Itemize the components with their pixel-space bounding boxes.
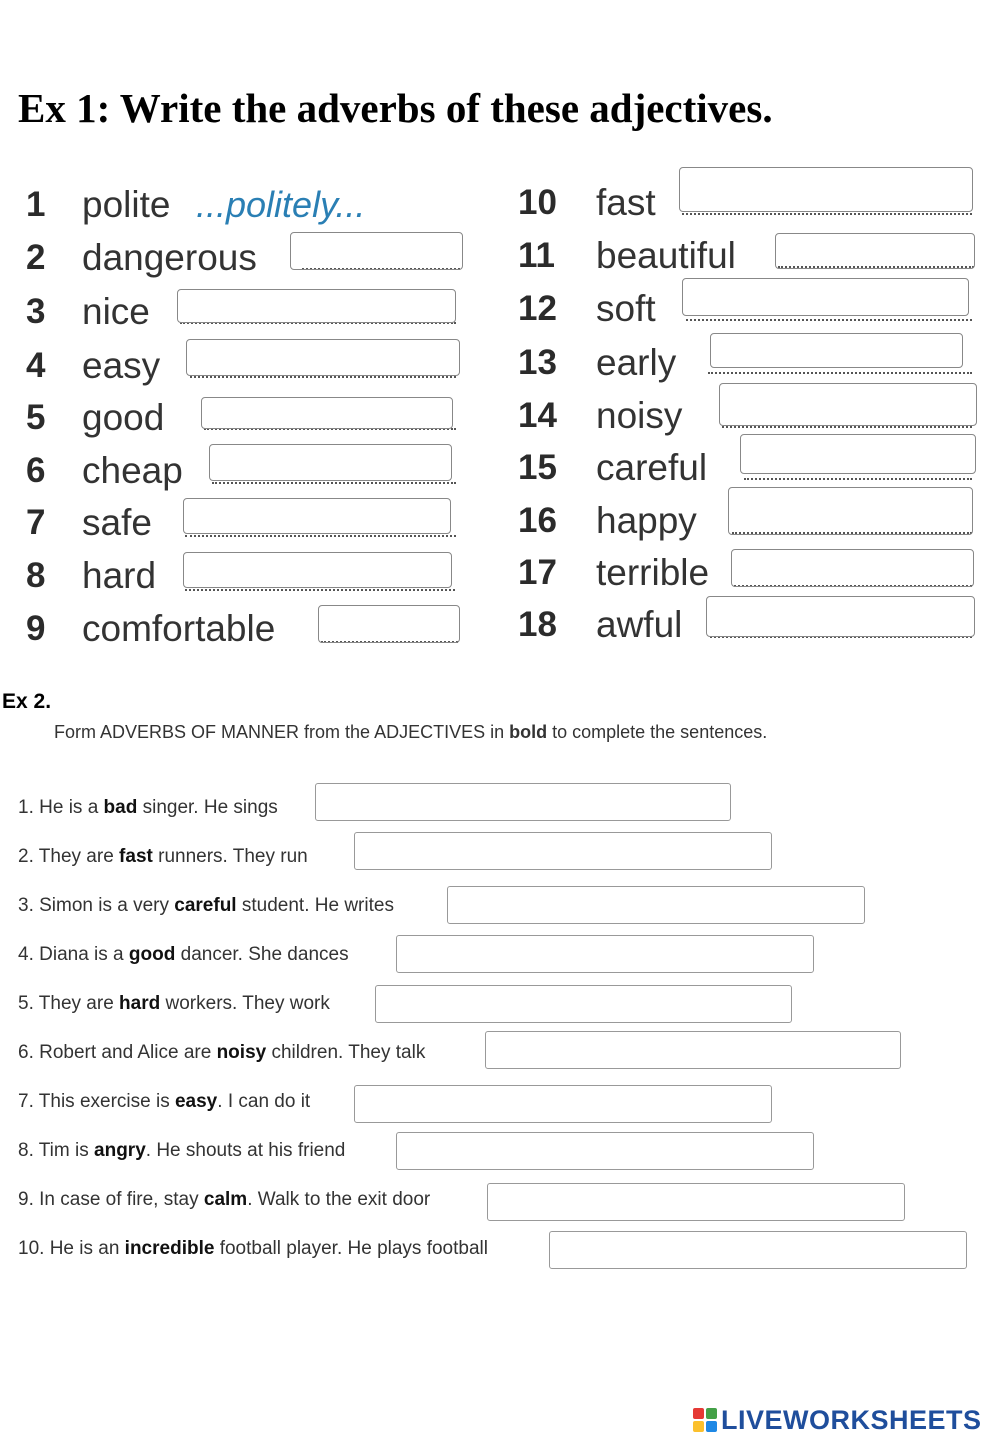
- item-number: 4: [26, 346, 46, 385]
- logo-square: [693, 1408, 704, 1419]
- sentence-bold-adjective: careful: [174, 895, 237, 916]
- instruction-bold-text: bold: [509, 722, 548, 742]
- sentence-text: children. They talk: [266, 1042, 426, 1063]
- sentence-text: singer. He sings: [137, 797, 278, 818]
- word-row-1: [26, 180, 476, 230]
- adjective-word: soft: [596, 288, 656, 329]
- item-number: 18: [518, 605, 557, 644]
- dotted-line: [682, 213, 972, 215]
- item-number: 9: [26, 609, 46, 648]
- sentence-text: dancer. She dances: [175, 944, 349, 965]
- sentence-text: 8. Tim is: [18, 1140, 95, 1161]
- sentence-answer-input-10[interactable]: [549, 1231, 967, 1269]
- item-number: 10: [518, 183, 557, 222]
- sentence-text: 5. They are: [18, 993, 120, 1014]
- item-number: 13: [518, 343, 557, 382]
- example-answer: ...politely...: [196, 184, 366, 225]
- sentence-answer-input-8[interactable]: [396, 1132, 814, 1170]
- dotted-line: [190, 376, 456, 378]
- sentence-text: 2. They are: [18, 846, 120, 867]
- adjective-word: good: [82, 397, 165, 438]
- answer-input-3[interactable]: [177, 289, 456, 323]
- answer-input-15[interactable]: [740, 434, 976, 474]
- dotted-line: [722, 426, 972, 428]
- answer-input-14[interactable]: [719, 383, 977, 426]
- sentence-answer-input-6[interactable]: [485, 1031, 901, 1069]
- adjective-word: fast: [596, 182, 656, 223]
- adjective-word: comfortable: [82, 608, 276, 649]
- sentence-text: workers. They work: [160, 993, 330, 1014]
- dotted-line: [708, 372, 972, 374]
- item-number: 7: [26, 503, 46, 542]
- sentence-answer-input-7[interactable]: [354, 1085, 772, 1123]
- sentence-bold-adjective: easy: [174, 1091, 218, 1112]
- dotted-line: [686, 319, 972, 321]
- sentence-answer-input-1[interactable]: [315, 783, 731, 821]
- logo-square: [693, 1421, 704, 1432]
- item-number: 1: [26, 185, 46, 224]
- sentence-7: [18, 1089, 310, 1115]
- dotted-line: [212, 482, 456, 484]
- answer-input-16[interactable]: [728, 487, 973, 535]
- sentence-6: [18, 1040, 425, 1066]
- sentence-9: [18, 1187, 430, 1213]
- sentence-3: [18, 893, 394, 919]
- adjective-word: cheap: [82, 450, 183, 491]
- item-number: 14: [518, 396, 557, 435]
- item-number: 16: [518, 501, 557, 540]
- answer-input-2[interactable]: [290, 232, 463, 270]
- sentence-text: 4. Diana is a: [18, 944, 129, 965]
- adjective-word: easy: [82, 345, 161, 386]
- exercise-1-title: Ex 1: Write the adverbs of these adjectives.: [18, 85, 773, 131]
- dotted-line: [185, 589, 455, 591]
- sentence-1: [18, 795, 278, 821]
- instruction-text: Form ADVERBS OF MANNER from the ADJECTIVES in: [54, 722, 510, 742]
- sentence-text: 1. He is a: [18, 797, 104, 818]
- adjective-word: awful: [596, 604, 683, 645]
- adjective-word: terrible: [596, 552, 710, 593]
- dotted-line: [744, 478, 972, 480]
- adjective-word: nice: [82, 291, 150, 332]
- item-number: 15: [518, 448, 557, 487]
- answer-input-18[interactable]: [706, 596, 975, 637]
- sentence-answer-input-9[interactable]: [487, 1183, 905, 1221]
- answer-input-12[interactable]: [682, 278, 969, 316]
- answer-input-9[interactable]: [318, 605, 460, 643]
- adjective-word: beautiful: [596, 235, 736, 276]
- item-number: 2: [26, 238, 46, 277]
- adjective-word: safe: [82, 502, 152, 543]
- answer-input-4[interactable]: [186, 339, 460, 376]
- instruction-text: to complete the sentences.: [547, 722, 768, 742]
- item-number: 3: [26, 292, 46, 331]
- item-number: 5: [26, 398, 46, 437]
- logo-square: [706, 1408, 717, 1419]
- sentence-text: 7. This exercise is: [18, 1091, 175, 1112]
- sentence-text: 6. Robert and Alice are: [18, 1042, 217, 1063]
- answer-input-8[interactable]: [183, 552, 452, 588]
- sentence-text: 3. Simon is a very: [18, 895, 175, 916]
- sentence-answer-input-5[interactable]: [375, 985, 792, 1023]
- item-number: 17: [518, 553, 557, 592]
- sentence-10: [18, 1236, 488, 1262]
- sentence-text: 10. He is an: [18, 1238, 125, 1259]
- answer-input-17[interactable]: [731, 549, 974, 587]
- item-number: 11: [518, 236, 555, 275]
- answer-input-13[interactable]: [710, 333, 963, 368]
- adjective-word: polite: [82, 184, 171, 225]
- logo-text: LIVEWORKSHEETS: [721, 1404, 982, 1435]
- liveworksheets-logo-icon: [693, 1408, 717, 1432]
- answer-input-5[interactable]: [201, 397, 453, 429]
- exercise-2-instruction: [54, 722, 767, 743]
- item-number: 8: [26, 556, 46, 595]
- adjective-word: early: [596, 342, 677, 383]
- sentence-answer-input-4[interactable]: [396, 935, 814, 973]
- sentence-text: student. He writes: [236, 895, 394, 916]
- adjective-word: hard: [82, 555, 157, 596]
- liveworksheets-logo: [693, 1402, 982, 1438]
- sentence-bold-adjective: calm: [203, 1189, 248, 1210]
- sentence-text: . Walk to the exit door: [247, 1189, 431, 1210]
- exercise-2-label: Ex 2.: [2, 690, 52, 713]
- sentence-5: [18, 991, 330, 1017]
- sentence-2: [18, 844, 308, 870]
- dotted-line: [185, 535, 456, 537]
- sentence-bold-adjective: good: [128, 944, 176, 965]
- answer-input-11[interactable]: [775, 233, 975, 269]
- sentence-text: football player. He plays football: [214, 1238, 488, 1259]
- adjective-word: happy: [596, 500, 697, 541]
- sentence-text: . I can do it: [217, 1091, 311, 1112]
- sentence-answer-input-2[interactable]: [354, 832, 772, 870]
- sentence-4: [18, 942, 349, 968]
- item-number: 6: [26, 451, 46, 490]
- sentence-text: . He shouts at his friend: [145, 1140, 346, 1161]
- logo-square: [706, 1421, 717, 1432]
- answer-input-7[interactable]: [183, 498, 451, 534]
- sentence-bold-adjective: incredible: [124, 1238, 215, 1259]
- adjective-word: noisy: [596, 395, 683, 436]
- sentence-text: 9. In case of fire, stay: [18, 1189, 204, 1210]
- item-number: 12: [518, 289, 557, 328]
- sentence-8: [18, 1138, 345, 1164]
- answer-input-10[interactable]: [679, 167, 973, 212]
- adjective-word: dangerous: [82, 237, 257, 278]
- sentence-text: runners. They run: [152, 846, 308, 867]
- sentence-answer-input-3[interactable]: [447, 886, 865, 924]
- sentence-bold-adjective: hard: [119, 993, 161, 1014]
- sentence-bold-adjective: angry: [94, 1140, 146, 1161]
- adjective-word: careful: [596, 447, 708, 488]
- sentence-bold-adjective: bad: [103, 797, 138, 818]
- sentence-bold-adjective: fast: [119, 846, 153, 867]
- sentence-bold-adjective: noisy: [216, 1042, 267, 1063]
- answer-input-6[interactable]: [209, 444, 452, 481]
